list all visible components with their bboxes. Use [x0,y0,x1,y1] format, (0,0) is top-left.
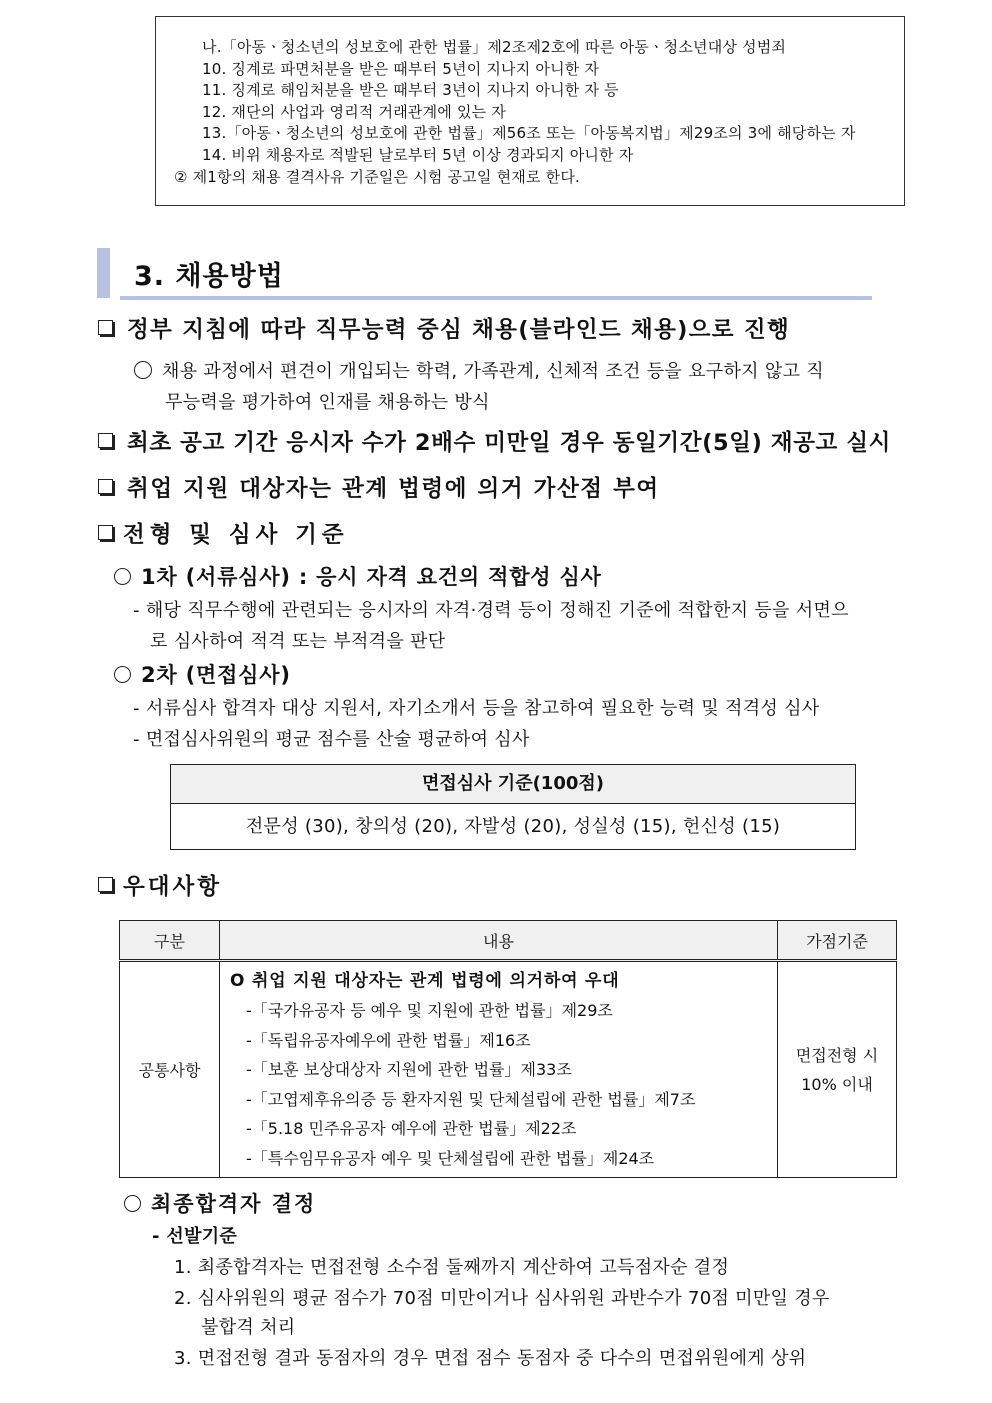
round1-desc-line1: - 해당 직무수행에 관련되는 응시자의 자격·경력 등이 정해진 기준에 적합한지 등을 서면으 [133,600,849,621]
law-item: -「고엽제후유의증 등 환자지원 및 단체설립에 관한 법률」제7조 [246,1089,696,1109]
item-repost [98,429,891,457]
checkbox-bullet-icon [98,479,113,494]
points-line2: 10% 이내 [801,1074,873,1094]
table-row [120,961,897,1178]
preference-table [119,920,897,1178]
content-cell [220,961,778,1178]
item-bonus-text: 취업 지원 대상자는 관계 법령에 의거 가산점 부여 [127,476,660,502]
disqualification-line: 나.「아동ㆍ청소년의 성보호에 관한 법률」제2조제2호에 따른 아동ㆍ청소년대상 성범죄 [202,38,787,56]
col-header-points: 가점기준 [778,921,897,961]
blind-desc [134,356,824,387]
law-item: -「독립유공자예우에 관한 법률」제16조 [246,1030,531,1050]
preference-heading-text: 우대사항 [123,874,222,900]
disqualification-box [155,16,905,206]
law-item: -「국가유공자 등 예우 및 지원에 관한 법률」제29조 [246,1001,613,1020]
final-criteria-label: - 선발기준 [152,1226,238,1247]
table-header-row [120,921,897,961]
checkbox-bullet-icon [98,525,113,540]
interview-criteria-values: 전문성 (30), 창의성 (20), 자발성 (20), 성실성 (15), 헌신성 (15) [245,816,781,837]
col-header-category: 구분 [120,921,220,961]
checkbox-bullet-icon [98,433,113,448]
points-line1: 면접전형 시 [795,1045,879,1065]
item-screening-text: 전형 및 심사 기준 [123,522,349,548]
circle-bullet-icon [114,568,131,585]
circle-bullet-icon [114,666,131,683]
item-repost-text: 최초 공고 기간 응시자 수가 2배수 미만일 경우 동일기간(5일) 재공고 실시 [127,430,891,456]
preference-heading [98,873,222,901]
section-accent-bar [97,248,110,298]
checkbox-bullet-icon [98,320,113,335]
round1-desc-line2: 로 심사하여 적격 또는 부적격을 판단 [150,631,446,652]
final-rule: 2. 심사위원의 평균 점수가 70점 미만이거나 심사위원 과반수가 70점 미만일 경우 [174,1288,830,1309]
interview-criteria-box [170,764,856,850]
item-blind-hiring [98,316,790,344]
disqualification-line: 11. 징계로 해임처분을 받은 때부터 3년이 지나지 아니한 자 등 [202,81,619,99]
section-underline [120,296,872,300]
round2-desc-line1: - 서류심사 합격자 대상 지원서, 자기소개서 등을 참고하여 필요한 능력 및 적격성 심사 [133,698,820,719]
law-item: -「5.18 민주유공자 예우에 관한 법률」제22조 [246,1119,577,1138]
disqualification-note: ② 제1항의 채용 결격사유 기준일은 시험 공고일 현재로 한다. [174,168,580,186]
disqualification-line: 13.「아동ㆍ청소년의 성보호에 관한 법률」제56조 또는「아동복지법」제29조의 3에 해당하는 자 [202,124,856,142]
round1-heading-text: 1차 (서류심사) : 응시 자격 요건의 적합성 심사 [141,565,602,589]
final-rule-cont: 불합격 처리 [201,1317,296,1338]
final-rule: 3. 면접전형 결과 동점자의 경우 면접 점수 동점자 중 다수의 면접위원에게 상위 [174,1348,807,1369]
round2-desc-line2: - 면접심사위원의 평균 점수를 산술 평균하여 심사 [133,729,530,750]
law-item: -「보훈 보상대상자 지원에 관한 법률」제33조 [246,1060,572,1079]
interview-criteria-header: 면접심사 기준(100점) [171,765,855,804]
checkbox-bullet-icon [98,877,113,892]
item-bonus [98,475,660,503]
disqualification-line: 14. 비위 채용자로 적발된 날로부터 5년 이상 경과되지 아니한 자 [202,146,634,164]
section-title: 3. 채용방법 [134,261,284,292]
item-blind-hiring-text: 정부 지침에 따라 직무능력 중심 채용(블라인드 채용)으로 진행 [127,317,790,343]
final-heading [124,1190,316,1218]
round1-heading [114,563,602,591]
blind-desc-line1: 채용 과정에서 편견이 개입되는 학력, 가족관계, 신체적 조건 등을 요구하지 않고 직 [162,361,824,382]
disqualification-line: 12. 재단의 사업과 영리적 거래관계에 있는 자 [202,103,506,121]
round2-heading [114,661,291,689]
disqualification-line: 10. 징계로 파면처분을 받은 때부터 5년이 지나지 아니한 자 [202,60,600,78]
preference-lead: O 취업 지원 대상자는 관계 법령에 의거하여 우대 [230,971,620,991]
circle-bullet-icon [134,361,152,379]
final-heading-text: 최종합격자 결정 [151,1192,317,1216]
circle-bullet-icon [124,1195,141,1212]
points-cell [778,961,897,1178]
final-rule: 1. 최종합격자는 면접전형 소수점 둘째까지 계산하여 고득점자순 결정 [174,1257,730,1278]
blind-desc-line2: 무능력을 평가하여 인재를 채용하는 방식 [165,392,490,413]
col-header-content: 내용 [220,921,778,961]
item-screening [98,521,349,549]
round2-heading-text: 2차 (면접심사) [141,663,291,687]
law-item: -「특수임무유공자 예우 및 단체설립에 관한 법률」제24조 [246,1148,655,1168]
category-cell: 공통사항 [120,961,220,1178]
